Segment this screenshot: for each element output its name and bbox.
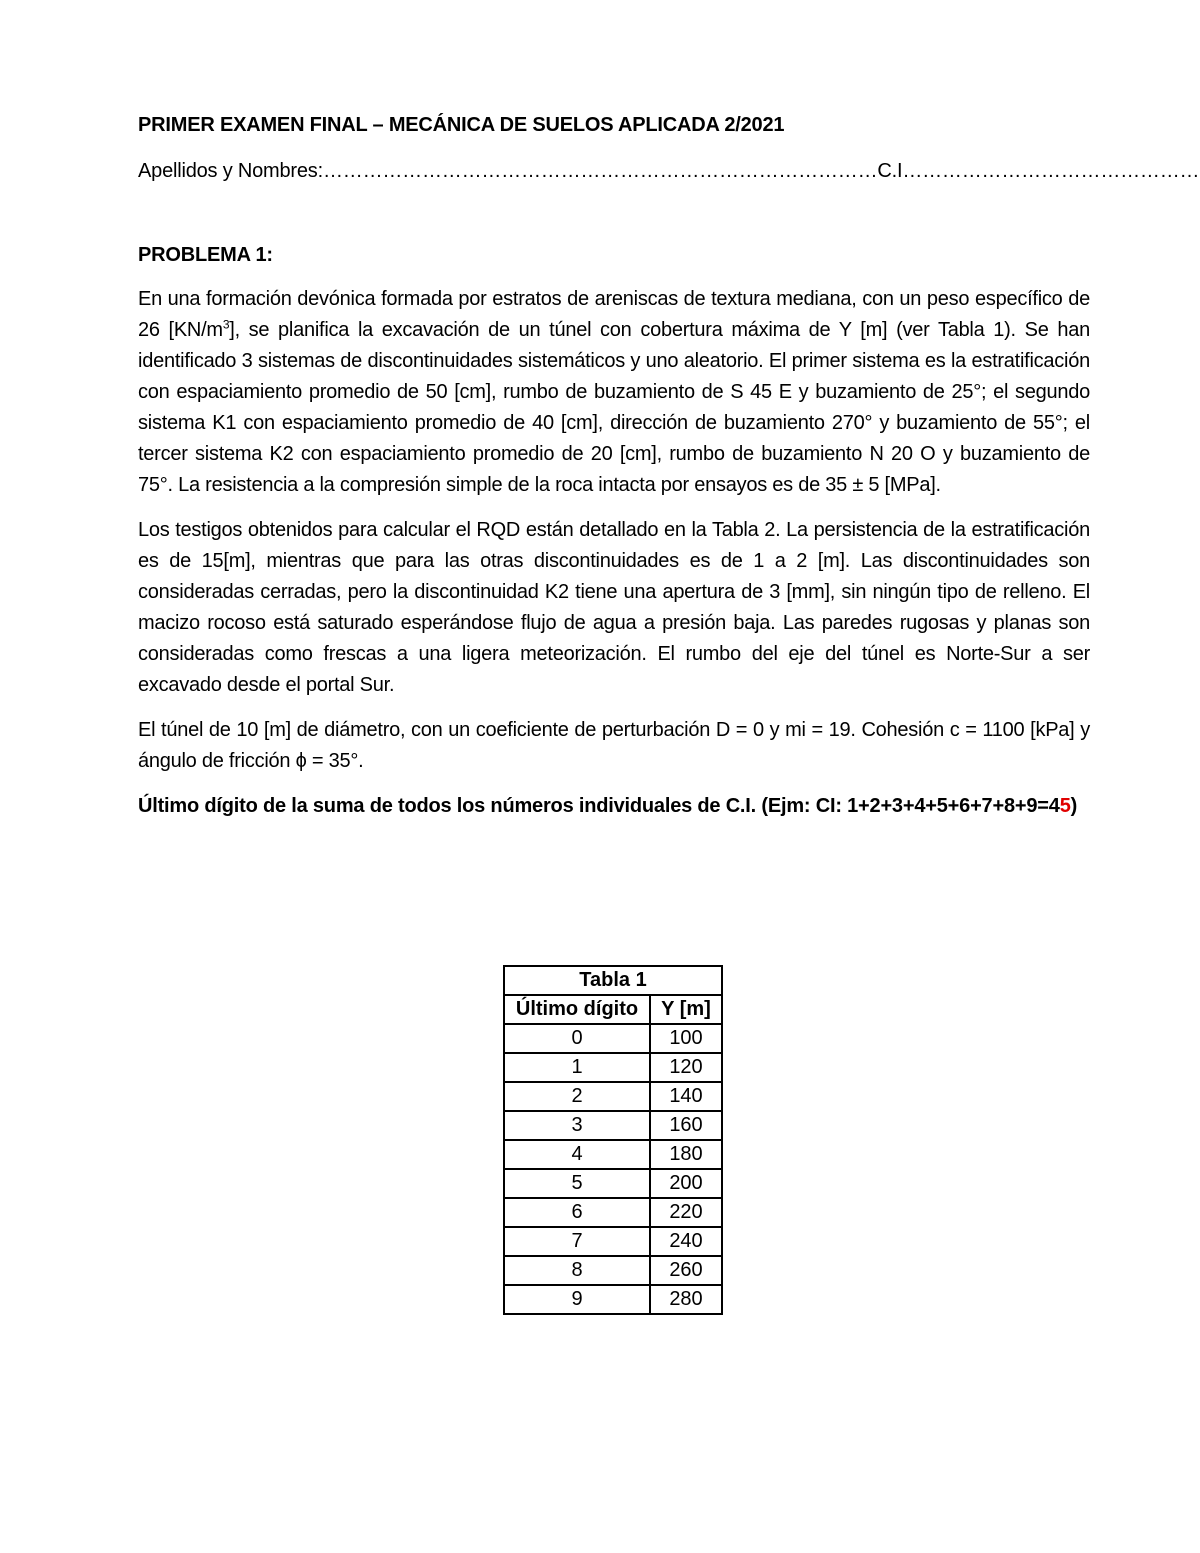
cell-y-value: 180 bbox=[650, 1140, 722, 1169]
cell-last-digit: 3 bbox=[504, 1111, 650, 1140]
table-1 bbox=[503, 965, 723, 1315]
table-row bbox=[504, 1082, 722, 1111]
table-row bbox=[504, 1227, 722, 1256]
table-row bbox=[504, 1053, 722, 1082]
table-row bbox=[504, 1198, 722, 1227]
cell-last-digit: 6 bbox=[504, 1198, 650, 1227]
highlight-digit: 5 bbox=[1059, 795, 1071, 817]
cell-last-digit: 9 bbox=[504, 1285, 650, 1314]
header-last-digit: Último dígito bbox=[504, 995, 650, 1024]
table-title: Tabla 1 bbox=[504, 966, 722, 995]
table-row bbox=[504, 1169, 722, 1198]
cell-y-value: 260 bbox=[650, 1256, 722, 1285]
exam-title: PRIMER EXAMEN FINAL – MECÁNICA DE SUELOS APLICADA 2/2021 bbox=[138, 114, 785, 136]
cell-y-value: 220 bbox=[650, 1198, 722, 1227]
paragraph-3: El túnel de 10 [m] de diámetro, con un coeficiente de perturbación D = 0 y mi = 19. Cohesión c = 1100 [kPa] y ángulo de fricción ϕ = 35°. bbox=[138, 719, 1090, 772]
cell-last-digit: 8 bbox=[504, 1256, 650, 1285]
cell-last-digit: 7 bbox=[504, 1227, 650, 1256]
paragraph-1-part-2: ], se planifica la excavación de un túnel con cobertura máxima de Y [m] (ver Tabla 1). Se han identificado 3 sistemas de discontinuidades sistemáticos y uno aleatorio. El primer sistema es la estratificación con espaciamiento promedio de 50 [cm], rumbo de buzamiento de S 45 E y buzamiento de 25°; el segundo sistema K1 con espaciamiento promedio de 40 [cm], dirección de buzamiento 270° y buzamiento de 55°; el tercer sistema K2 con espaciamiento promedio de 20 [cm], rumbo de buzamiento N 20 O y buzamiento de 75°. La resistencia a la compresión simple de la roca intacta por ensayos es de 35 ± 5 [MPa]. bbox=[138, 319, 1090, 496]
cell-last-digit: 4 bbox=[504, 1140, 650, 1169]
cell-y-value: 240 bbox=[650, 1227, 722, 1256]
instruction-paragraph bbox=[138, 791, 1090, 822]
table-row bbox=[504, 1024, 722, 1053]
name-id-line: Apellidos y Nombres:…………………………………………………………………………C.I……………………………………… bbox=[138, 160, 1200, 182]
table-row bbox=[504, 1256, 722, 1285]
table-row bbox=[504, 1111, 722, 1140]
superscript-3: 3 bbox=[222, 317, 230, 332]
cell-last-digit: 5 bbox=[504, 1169, 650, 1198]
table-row bbox=[504, 1285, 722, 1314]
paragraph-1 bbox=[138, 284, 1090, 501]
cell-y-value: 280 bbox=[650, 1285, 722, 1314]
instruction-text: Último dígito de la suma de todos los números individuales de C.I. (Ejm: CI: 1+2+3+4+5+6+7+8+9=4 bbox=[138, 795, 1060, 817]
table-body bbox=[504, 1024, 722, 1314]
table-header-row bbox=[504, 995, 722, 1024]
cell-last-digit: 2 bbox=[504, 1082, 650, 1111]
paragraph-1-part-1: En una formación devónica formada por estratos de areniscas de textura mediana, con un peso específico de 26 [KN/m bbox=[138, 288, 1090, 341]
problem-title: PROBLEMA 1: bbox=[138, 244, 273, 266]
paragraph-2: Los testigos obtenidos para calcular el RQD están detallado en la Tabla 2. La persistencia de la estratificación es de 15[m], mientras que para las otras discontinuidades es de 1 a 2 [m]. Las discontinuidades son consideradas cerradas, pero la discontinuidad K2 tiene una apertura de 3 [mm], sin ningún tipo de relleno. El macizo rocoso está saturado esperándose flujo de agua a presión baja. Las paredes rugosas y planas son consideradas como frescas a una ligera meteorización. El rumbo del eje del túnel es Norte-Sur a ser excavado desde el portal Sur. bbox=[138, 519, 1090, 696]
table-title-row bbox=[504, 966, 722, 995]
cell-y-value: 200 bbox=[650, 1169, 722, 1198]
header-y: Y [m] bbox=[650, 995, 722, 1024]
cell-y-value: 140 bbox=[650, 1082, 722, 1111]
exam-page bbox=[138, 110, 1200, 822]
cell-last-digit: 0 bbox=[504, 1024, 650, 1053]
table-1-container bbox=[503, 965, 723, 1315]
cell-y-value: 160 bbox=[650, 1111, 722, 1140]
cell-y-value: 120 bbox=[650, 1053, 722, 1082]
instruction-close: ) bbox=[1070, 795, 1078, 817]
table-row bbox=[504, 1140, 722, 1169]
cell-last-digit: 1 bbox=[504, 1053, 650, 1082]
cell-y-value: 100 bbox=[650, 1024, 722, 1053]
